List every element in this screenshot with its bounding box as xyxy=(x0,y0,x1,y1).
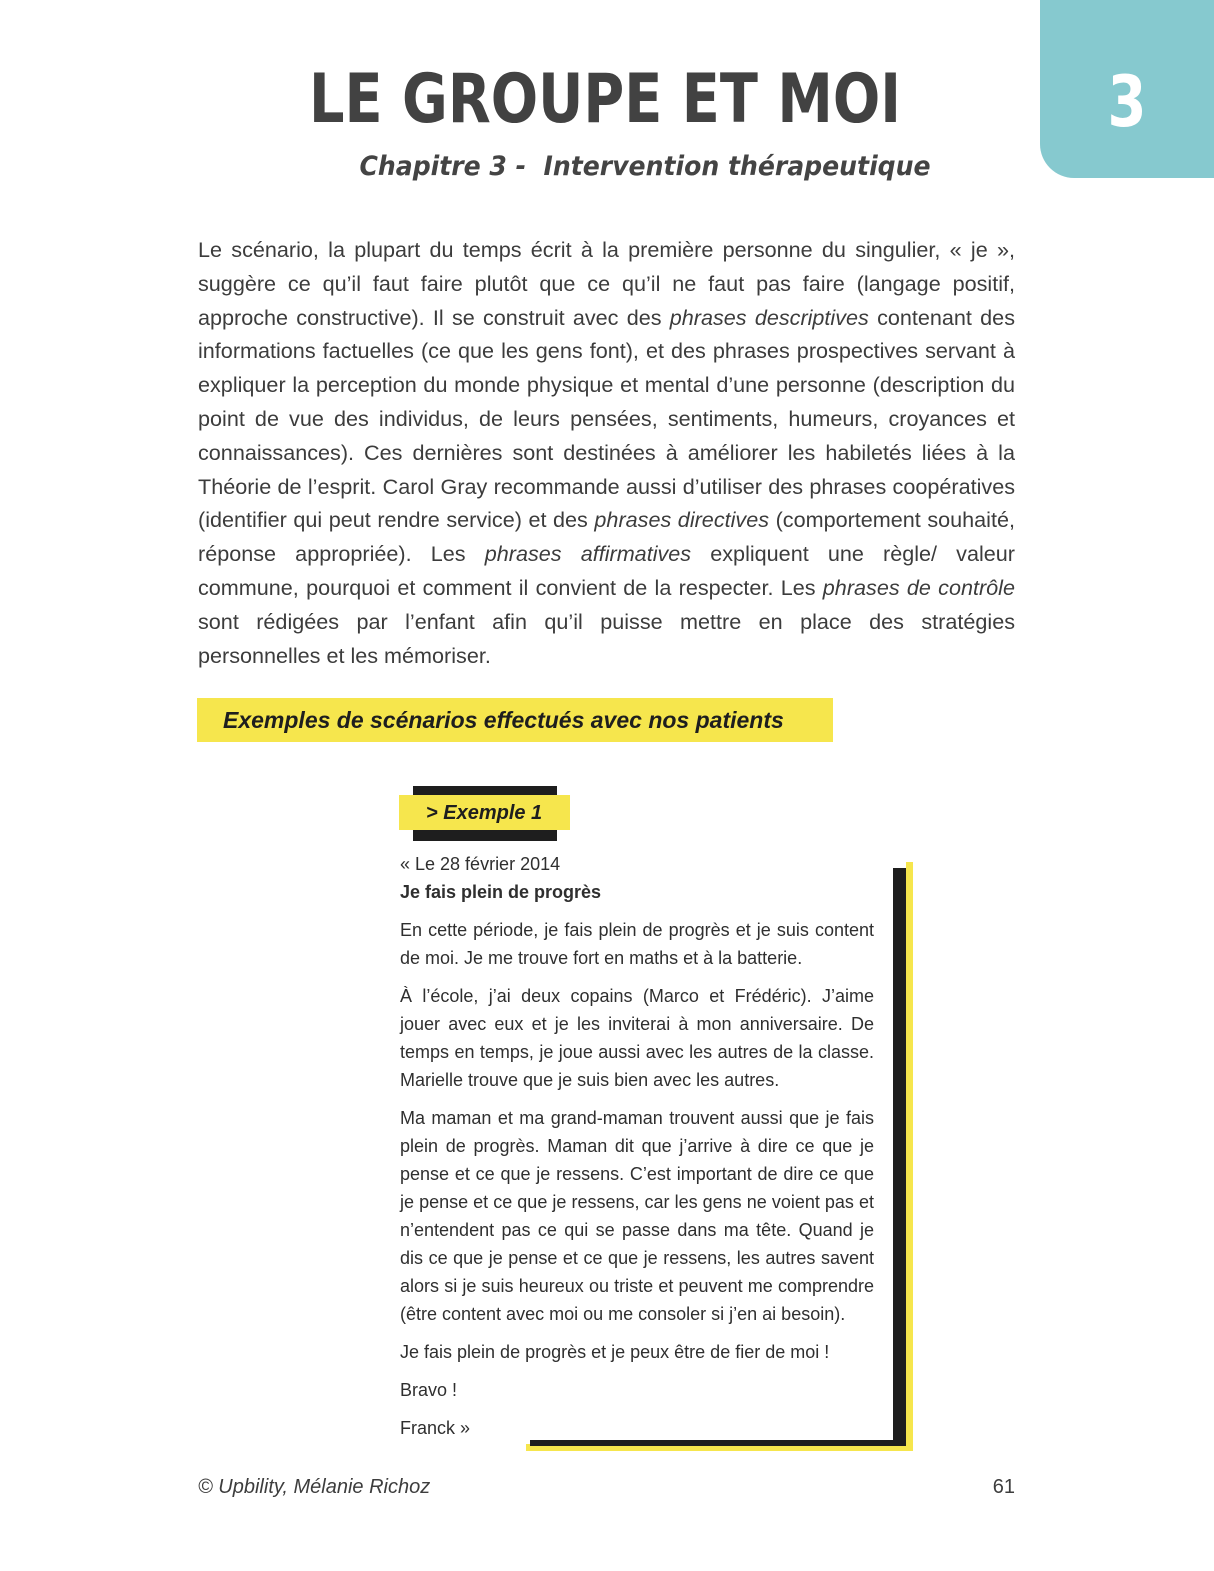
story-date: « Le 28 février 2014 xyxy=(400,854,561,874)
story-heading: Je fais plein de progrès xyxy=(400,882,602,902)
intro-text: (comportement souhaité, réponse appropriée). Les xyxy=(198,507,1015,567)
intro-text: contenant des informations factuelles (ce que les gens font), et des phrases prospectives servant à expliquer la perception du monde physique et mental d’une personne (description du point de vue des individus, de leurs pensées, sentiments, humeurs, croyances et connaissances). Ces dernières sont destinées à améliorer les habiletés liées à la Théorie de l’esprit. Carol Gray recommande aussi d’utiliser des phrases coopératives (identifier qui peut rendre service) et des xyxy=(198,304,1015,533)
frame-accent-right xyxy=(906,862,913,1451)
section-banner xyxy=(197,698,833,742)
story-paragraph: Bravo ! xyxy=(400,1380,458,1400)
intro-paragraph xyxy=(198,233,1015,672)
intro-term-descriptives: phrases descriptives xyxy=(669,304,869,330)
example-label-top-bar xyxy=(413,786,557,795)
example-label-bottom-bar xyxy=(413,830,557,841)
frame-border-right xyxy=(893,868,906,1446)
story-signature: Franck » xyxy=(400,1418,471,1438)
example-story xyxy=(400,850,874,1442)
footer-copyright: © Upbility, Mélanie Richoz xyxy=(198,1476,431,1498)
intro-text: Le scénario, la plupart du temps écrit à la première personne du singulier, « je », suggère ce qu’il faut faire plutôt que ce qu’il ne faut pas faire (langage positif, approche constructive). Il se construit avec des xyxy=(198,237,1015,330)
intro-text: sont rédigées par l’enfant afin qu’il puisse mettre en place des stratégies personnelles et les mémoriser. xyxy=(198,608,1015,668)
example-label-text: > Exemple 1 xyxy=(426,802,543,824)
intro-text: expliquent une règle/ valeur commune, pourquoi et comment il convient de la respecter. Les xyxy=(198,541,1015,600)
example-label xyxy=(399,795,570,830)
chapter-subtitle: Chapitre 3 - Intervention thérapeutique xyxy=(359,151,931,182)
page-title: LE GROUPE ET MOI xyxy=(309,60,901,139)
intro-term-directives: phrases directives xyxy=(594,507,770,533)
section-banner-title: Exemples de scénarios effectués avec nos patients xyxy=(223,707,784,733)
story-paragraph: Ma maman et ma grand-maman trouvent aussi que je fais plein de progrès. Maman dit que j’arrive à dire ce que je pense et ce que je ressens. C’est important de dire ce que je pense et ce que je ressens, car les gens ne voient pas et n’entendent pas ce qui se passe dans ma tête. Quand je dis ce que je pense et ce que je ressens, les autres savent alors si je suis heureux ou triste et peuvent me comprendre (être content avec moi ou me consoler si j’en ai besoin). xyxy=(400,1108,874,1324)
intro-term-affirmatives: phrases affirmatives xyxy=(484,541,692,567)
page-number: 61 xyxy=(992,1476,1015,1498)
story-paragraph: En cette période, je fais plein de progrès et je suis content de moi. Je me trouve fort en maths et à la batterie. xyxy=(400,920,874,968)
story-paragraph: Je fais plein de progrès et je peux être de fier de moi ! xyxy=(400,1342,830,1362)
story-paragraph: À l’école, j’ai deux copains (Marco et Frédéric). J’aime jouer avec eux et je les inviterai à mon anniversaire. De temps en temps, je joue aussi avec les autres de la classe. Marielle trouve que je suis bien avec les autres. xyxy=(400,986,874,1090)
chapter-tab xyxy=(1040,0,1214,178)
chapter-number: 3 xyxy=(1107,61,1147,143)
intro-term-controle: phrases de contrôle xyxy=(822,574,1015,600)
